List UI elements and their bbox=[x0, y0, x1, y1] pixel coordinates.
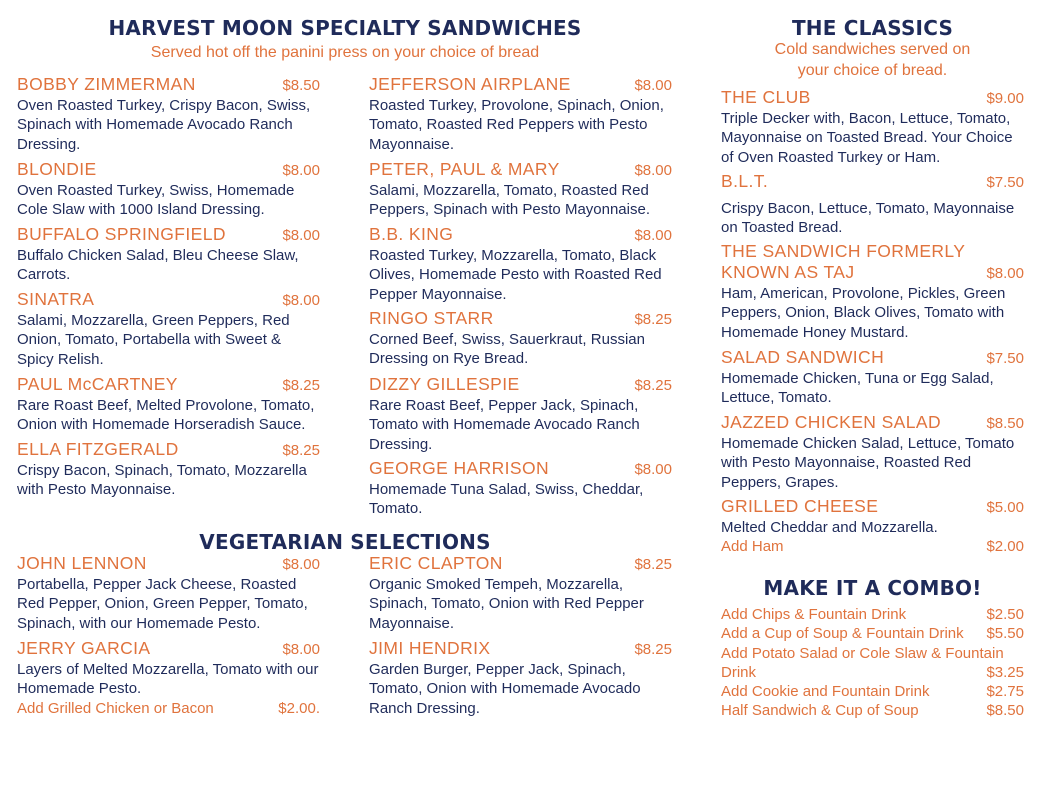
item-price: $7.50 bbox=[986, 174, 1024, 191]
menu-item bbox=[17, 289, 320, 369]
addon-label: Add Ham bbox=[721, 538, 784, 556]
item-price: $8.00 bbox=[282, 556, 320, 573]
item-name: JAZZED CHICKEN SALAD bbox=[721, 412, 941, 432]
menu-item bbox=[369, 308, 672, 369]
item-description: Roasted Turkey, Provolone, Spinach, Onion, Tomato, Roasted Red Peppers with Pesto Mayonnaise. bbox=[369, 97, 664, 153]
item-name: JERRY GARCIA bbox=[17, 638, 151, 658]
menu-item bbox=[721, 347, 1024, 408]
item-price: $8.00 bbox=[282, 162, 320, 179]
menu-item bbox=[17, 74, 320, 154]
item-name: B.L.T. bbox=[721, 171, 769, 191]
item-name-line2: KNOWN AS TAJ bbox=[721, 262, 855, 282]
item-name: JEFFERSON AIRPLANE bbox=[369, 74, 571, 94]
item-name: BOBBY ZIMMERMAN bbox=[17, 74, 196, 94]
menu-item bbox=[17, 553, 320, 633]
item-price: $8.25 bbox=[634, 311, 672, 328]
combo-label: Add Cookie and Fountain Drink bbox=[721, 683, 930, 701]
menu-item bbox=[721, 496, 1024, 557]
item-description: Triple Decker with, Bacon, Lettuce, Tomato, Mayonnaise on Toasted Bread. Your Choice of Oven Roasted Turkey or Ham. bbox=[721, 110, 1013, 166]
item-name: THE CLUB bbox=[721, 87, 811, 107]
menu-item bbox=[17, 439, 320, 500]
item-price: $8.50 bbox=[282, 77, 320, 94]
combo-item bbox=[721, 701, 1024, 720]
item-description: Salami, Mozzarella, Tomato, Roasted Red Peppers, Spinach with Pesto Mayonnaise. bbox=[369, 182, 650, 219]
item-description: Layers of Melted Mozzarella, Tomato with our Homemade Pesto. bbox=[17, 661, 319, 698]
item-price: $8.25 bbox=[282, 377, 320, 394]
item-description: Homemade Chicken, Tuna or Egg Salad, Lettuce, Tomato. bbox=[721, 370, 994, 407]
addon-price: $2.00. bbox=[278, 699, 320, 717]
combo-item bbox=[721, 605, 1024, 624]
combo-price: $2.50 bbox=[986, 606, 1024, 623]
menu-item bbox=[17, 638, 320, 718]
combo-item bbox=[721, 663, 1024, 682]
item-price: $5.00 bbox=[986, 499, 1024, 516]
item-description: Buffalo Chicken Salad, Bleu Cheese Slaw, Carrots. bbox=[17, 247, 299, 284]
combo-label-line1: Add Potato Salad or Cole Slaw & Fountain bbox=[721, 644, 1004, 662]
item-price: $9.00 bbox=[986, 90, 1024, 107]
item-price: $8.00 bbox=[282, 292, 320, 309]
item-name: GRILLED CHEESE bbox=[721, 496, 879, 516]
menu-item bbox=[369, 74, 672, 154]
menu-item bbox=[369, 638, 672, 718]
addon-line bbox=[17, 699, 320, 718]
menu-item bbox=[721, 87, 1024, 167]
combo-price: $2.75 bbox=[986, 683, 1024, 701]
combo-price: $8.50 bbox=[986, 702, 1024, 720]
item-name: PAUL McCARTNEY bbox=[17, 374, 178, 394]
addon-label: Add Grilled Chicken or Bacon bbox=[17, 699, 214, 717]
item-name: RINGO STARR bbox=[369, 308, 494, 328]
combo-item bbox=[721, 682, 1024, 701]
item-price: $7.50 bbox=[986, 350, 1024, 367]
classics-heading: THE CLASSICS bbox=[791, 16, 954, 40]
menu-item bbox=[369, 553, 672, 633]
item-name: SINATRA bbox=[17, 289, 95, 309]
addon-line bbox=[721, 537, 1024, 556]
item-description: Corned Beef, Swiss, Sauerkraut, Russian Dressing on Rye Bread. bbox=[369, 331, 645, 368]
item-description: Organic Smoked Tempeh, Mozzarella, Spinach, Tomato, Onion with Red Pepper Mayonnaise. bbox=[369, 576, 644, 632]
addon-price: $2.00 bbox=[986, 538, 1024, 556]
item-price: $8.00 bbox=[986, 265, 1024, 282]
item-description: Oven Roasted Turkey, Crispy Bacon, Swiss, Spinach with Homemade Avocado Ranch Dressing. bbox=[17, 97, 311, 153]
item-price: $8.50 bbox=[986, 415, 1024, 432]
item-name-line1: THE SANDWICH FORMERLY bbox=[721, 241, 966, 261]
item-price: $8.00 bbox=[634, 162, 672, 179]
specialty-heading: HARVEST MOON SPECIALTY SANDWICHES bbox=[108, 16, 582, 40]
menu-item bbox=[369, 374, 672, 454]
item-price: $8.25 bbox=[634, 641, 672, 658]
item-name: SALAD SANDWICH bbox=[721, 347, 885, 367]
combo-heading: MAKE IT A COMBO! bbox=[763, 576, 982, 600]
vegetarian-heading: VEGETARIAN SELECTIONS bbox=[199, 530, 491, 554]
item-name: JIMI HENDRIX bbox=[369, 638, 491, 658]
item-description: Crispy Bacon, Spinach, Tomato, Mozzarella with Pesto Mayonnaise. bbox=[17, 462, 307, 499]
specialty-subheading: Served hot off the panini press on your choice of bread bbox=[150, 44, 540, 61]
combo-list bbox=[721, 605, 1024, 721]
item-price: $8.00 bbox=[634, 227, 672, 244]
item-name: GEORGE HARRISON bbox=[369, 458, 550, 478]
item-price: $8.00 bbox=[282, 227, 320, 244]
item-description: Garden Burger, Pepper Jack, Spinach, Tomato, Onion with Homemade Avocado Ranch Dressing. bbox=[369, 661, 641, 717]
item-description: Homemade Tuna Salad, Swiss, Cheddar, Tomato. bbox=[369, 481, 644, 518]
combo-price: $3.25 bbox=[986, 663, 1024, 681]
combo-label: Add Chips & Fountain Drink bbox=[721, 606, 907, 623]
item-description: Homemade Chicken Salad, Lettuce, Tomato with Pesto Mayonnaise, Roasted Red Peppers, Grapes. bbox=[721, 435, 1015, 491]
combo-label: Add a Cup of Soup & Fountain Drink bbox=[721, 625, 964, 643]
menu-item bbox=[721, 241, 1024, 342]
menu-item bbox=[369, 159, 672, 220]
item-name: ELLA FITZGERALD bbox=[17, 439, 179, 459]
item-price: $8.25 bbox=[634, 556, 672, 573]
classics-subheading-line2: your choice of bread. bbox=[797, 62, 948, 79]
menu-item bbox=[17, 374, 320, 435]
item-price: $8.00 bbox=[282, 641, 320, 658]
combo-item bbox=[721, 624, 1024, 643]
combo-label: Half Sandwich & Cup of Soup bbox=[721, 702, 919, 720]
item-description: Salami, Mozzarella, Green Peppers, Red Onion, Tomato, Portabella with Sweet & Spicy Relish. bbox=[17, 312, 290, 368]
item-description: Portabella, Pepper Jack Cheese, Roasted Red Pepper, Onion, Green Pepper, Tomato, Spinach, with our Homemade Pesto. bbox=[17, 576, 308, 632]
menu-item bbox=[721, 171, 1024, 238]
menu-item bbox=[17, 159, 320, 220]
item-price: $8.00 bbox=[634, 461, 672, 478]
item-description: Crispy Bacon, Lettuce, Tomato, Mayonnaise on Toasted Bread. bbox=[721, 200, 1015, 237]
item-name: B.B. KING bbox=[369, 224, 454, 244]
item-name: BLONDIE bbox=[17, 159, 97, 179]
classics-subheading-line1: Cold sandwiches served on bbox=[774, 41, 971, 58]
item-description: Rare Roast Beef, Pepper Jack, Spinach, Tomato with Homemade Avocado Ranch Dressing. bbox=[369, 397, 640, 453]
item-name: DIZZY GILLESPIE bbox=[369, 374, 520, 394]
menu-item bbox=[17, 224, 320, 285]
menu-item bbox=[369, 458, 672, 519]
item-price: $8.00 bbox=[634, 77, 672, 94]
menu-item bbox=[721, 412, 1024, 492]
item-name: ERIC CLAPTON bbox=[369, 553, 503, 573]
combo-price: $5.50 bbox=[986, 625, 1024, 643]
item-price: $8.25 bbox=[282, 442, 320, 459]
item-description: Melted Cheddar and Mozzarella. bbox=[721, 519, 938, 536]
item-name: JOHN LENNON bbox=[17, 553, 147, 573]
item-description: Ham, American, Provolone, Pickles, Green Peppers, Onion, Black Olives, Tomato with Homemade Honey Mustard. bbox=[721, 285, 1006, 341]
item-name: BUFFALO SPRINGFIELD bbox=[17, 224, 226, 244]
item-description: Roasted Turkey, Mozzarella, Tomato, Black Olives, Homemade Pesto with Roasted Red Pepper Mayonnaise. bbox=[369, 247, 662, 303]
item-price: $8.25 bbox=[634, 377, 672, 394]
menu-item bbox=[369, 224, 672, 304]
item-name: PETER, PAUL & MARY bbox=[369, 159, 560, 179]
item-description: Rare Roast Beef, Melted Provolone, Tomato, Onion with Homemade Horseradish Sauce. bbox=[17, 397, 315, 434]
combo-label-line2: Drink bbox=[721, 663, 757, 681]
classics-subheading bbox=[700, 39, 1043, 81]
item-description: Oven Roasted Turkey, Swiss, Homemade Cole Slaw with 1000 Island Dressing. bbox=[17, 182, 295, 219]
